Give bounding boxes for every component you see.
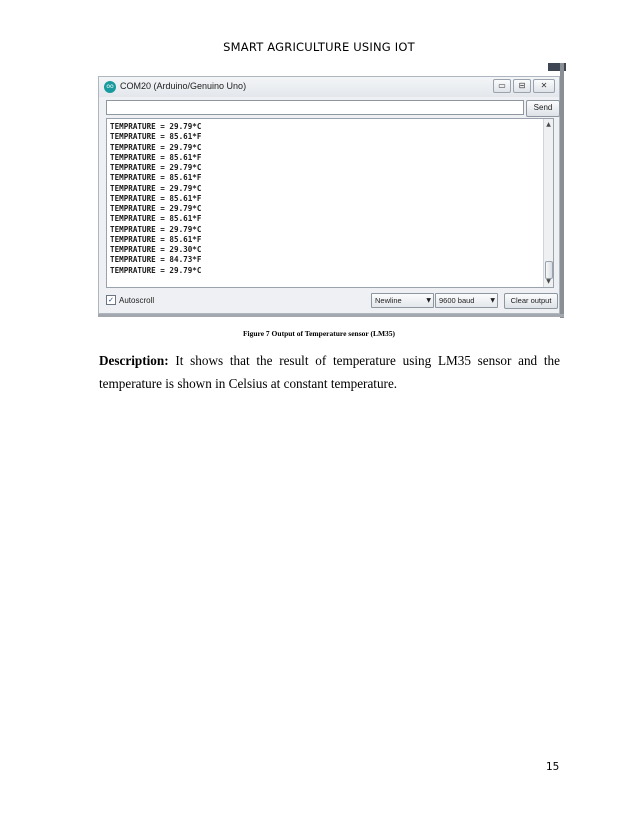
baud-rate-select[interactable]: [435, 293, 498, 308]
send-input[interactable]: [106, 100, 524, 115]
minimize-icon[interactable]: ▭: [493, 79, 511, 93]
description-text: It shows that the result of temperature using LM35 sensor and the temperature is shown in Celsius at constant temperature.: [99, 353, 560, 391]
output-line: TEMPRATURE = 29.79*C: [110, 265, 202, 275]
running-header: SMART AGRICULTURE USING IOT: [223, 40, 415, 54]
figure-caption: Figure 7 Output of Temperature sensor (LM35): [242, 329, 396, 338]
chevron-down-icon: ▼: [426, 297, 431, 304]
autoscroll-checkbox[interactable]: ✓: [106, 295, 116, 305]
autoscroll-toggle[interactable]: [106, 295, 154, 305]
line-ending-value: Newline: [375, 296, 402, 305]
arduino-icon: oo: [104, 81, 116, 93]
output-line: TEMPRATURE = 85.61*F: [110, 214, 202, 224]
chevron-down-icon: ▼: [490, 297, 495, 304]
serial-monitor-window: [98, 76, 560, 314]
window-shadow-bottom: [98, 314, 564, 317]
scroll-up-icon[interactable]: ▲: [546, 121, 551, 128]
window-controls: [493, 79, 555, 93]
output-line: TEMPRATURE = 29.79*C: [110, 122, 202, 131]
output-line: TEMPRATURE = 29.79*C: [110, 183, 202, 193]
clear-output-button[interactable]: Clear output: [504, 293, 558, 309]
output-line: TEMPRATURE = 85.61*F: [110, 173, 202, 183]
output-line: TEMPRATURE = 84.73*F: [110, 255, 202, 265]
description-paragraph: [99, 349, 560, 395]
scroll-down-icon[interactable]: ▼: [546, 278, 551, 285]
output-line: TEMPRATURE = 85.61*F: [110, 193, 202, 203]
output-line: TEMPRATURE = 29.79*C: [110, 142, 202, 152]
serial-output[interactable]: [106, 118, 554, 288]
title-bar[interactable]: [99, 77, 559, 97]
output-line: TEMPRATURE = 85.61*F: [110, 234, 202, 244]
send-row: [106, 100, 554, 115]
output-line: TEMPRATURE = 85.61*F: [110, 132, 202, 142]
send-button[interactable]: Send: [526, 100, 560, 117]
window-title: COM20 (Arduino/Genuino Uno): [120, 81, 247, 91]
baud-rate-value: 9600 baud: [439, 296, 475, 305]
maximize-icon[interactable]: ⊟: [513, 79, 531, 93]
line-ending-select[interactable]: [371, 293, 434, 308]
output-lines: [110, 122, 201, 276]
output-line: TEMPRATURE = 85.61*F: [110, 152, 202, 162]
output-line: TEMPRATURE = 29.79*C: [110, 163, 202, 172]
output-line: TEMPRATURE = 29.79*C: [110, 224, 202, 234]
output-line: TEMPRATURE = 29.30*C: [110, 245, 202, 254]
autoscroll-label: Autoscroll: [119, 295, 155, 305]
vertical-scrollbar[interactable]: [543, 119, 553, 287]
window-shadow-right: [560, 63, 564, 318]
page-number: 15: [546, 761, 560, 773]
bottom-toolbar: [106, 293, 554, 308]
description-lead: Description:: [99, 353, 169, 368]
output-line: TEMPRATURE = 29.79*C: [110, 204, 202, 213]
close-icon[interactable]: ✕: [533, 79, 555, 93]
